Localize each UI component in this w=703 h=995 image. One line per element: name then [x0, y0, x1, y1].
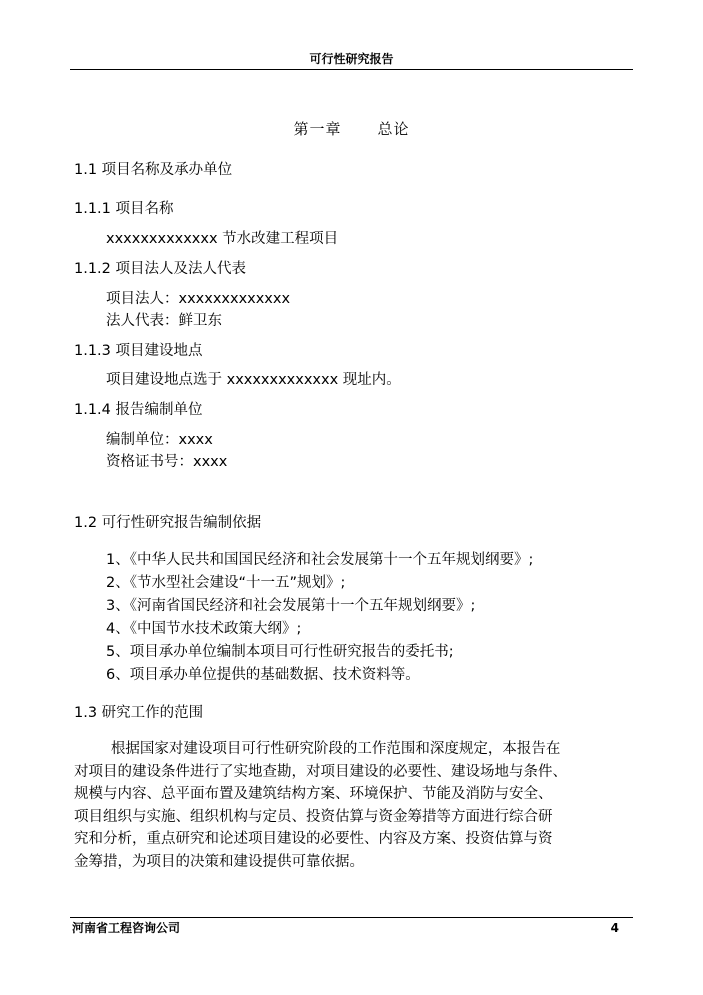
scope-paragraph — [74, 738, 626, 874]
basis-item: 2、《节水型社会建设“十一五”规划》; — [106, 575, 346, 591]
page-header-title: 可行性研究报告 — [309, 52, 394, 66]
compiling-unit: 编制单位：xxxx — [106, 432, 213, 448]
chapter-number: 第一章 — [293, 120, 342, 138]
basis-item: 6、项目承办单位提供的基础数据、技术资料等。 — [106, 667, 420, 683]
section-1-2-heading: 1.2 可行性研究报告编制依据 — [74, 515, 262, 531]
legal-representative: 法人代表：鲜卫东 — [106, 313, 222, 329]
chapter-title — [0, 119, 703, 139]
legal-person: 项目法人：xxxxxxxxxxxxx — [106, 291, 291, 307]
certificate-number: 资格证书号：xxxx — [106, 454, 228, 470]
chapter-name: 总论 — [377, 120, 410, 138]
project-name: xxxxxxxxxxxxx 节水改建工程项目 — [106, 231, 339, 247]
footer-company: 河南省工程咨询公司 — [72, 921, 181, 935]
basis-item: 5、项目承办单位编制本项目可行性研究报告的委托书; — [106, 644, 454, 660]
paragraph-line: 规模与内容、总平面布置及建筑结构方案、环境保护、节能及消防与安全、 — [74, 786, 553, 803]
paragraph-line: 对项目的建设条件进行了实地查勘，对项目建设的必要性、建设场地与条件、 — [74, 763, 567, 780]
footer-rule — [70, 917, 633, 918]
paragraph-line: 金筹措，为项目的决策和建设提供可靠依据。 — [74, 853, 364, 870]
section-1-1-4-heading: 1.1.4 报告编制单位 — [74, 402, 203, 418]
section-1-1-heading: 1.1 项目名称及承办单位 — [74, 162, 233, 178]
basis-item: 1、《中华人民共和国国民经济和社会发展第十一个五年规划纲要》; — [106, 552, 534, 568]
basis-item: 4、《中国节水技术政策大纲》; — [106, 621, 302, 637]
section-1-1-3-heading: 1.1.3 项目建设地点 — [74, 343, 203, 359]
section-1-1-2-heading: 1.1.2 项目法人及法人代表 — [74, 261, 247, 277]
header-rule — [70, 69, 633, 70]
paragraph-line: 项目组织与实施、组织机构与定员、投资估算与资金筹措等方面进行综合研 — [74, 808, 553, 825]
page-number: 4 — [610, 921, 619, 935]
paragraph-line: 根据国家对建设项目可行性研究阶段的工作范围和深度规定，本报告在 — [74, 741, 561, 757]
section-1-3-heading: 1.3 研究工作的范围 — [74, 705, 204, 721]
basis-item: 3、《河南省国民经济和社会发展第十一个五年规划纲要》; — [106, 598, 476, 614]
project-location: 项目建设地点选于 xxxxxxxxxxxxx 现址内。 — [106, 372, 401, 388]
paragraph-line: 究和分析，重点研究和论述项目建设的必要性、内容及方案、投资估算与资 — [74, 831, 553, 848]
section-1-1-1-heading: 1.1.1 项目名称 — [74, 201, 174, 217]
